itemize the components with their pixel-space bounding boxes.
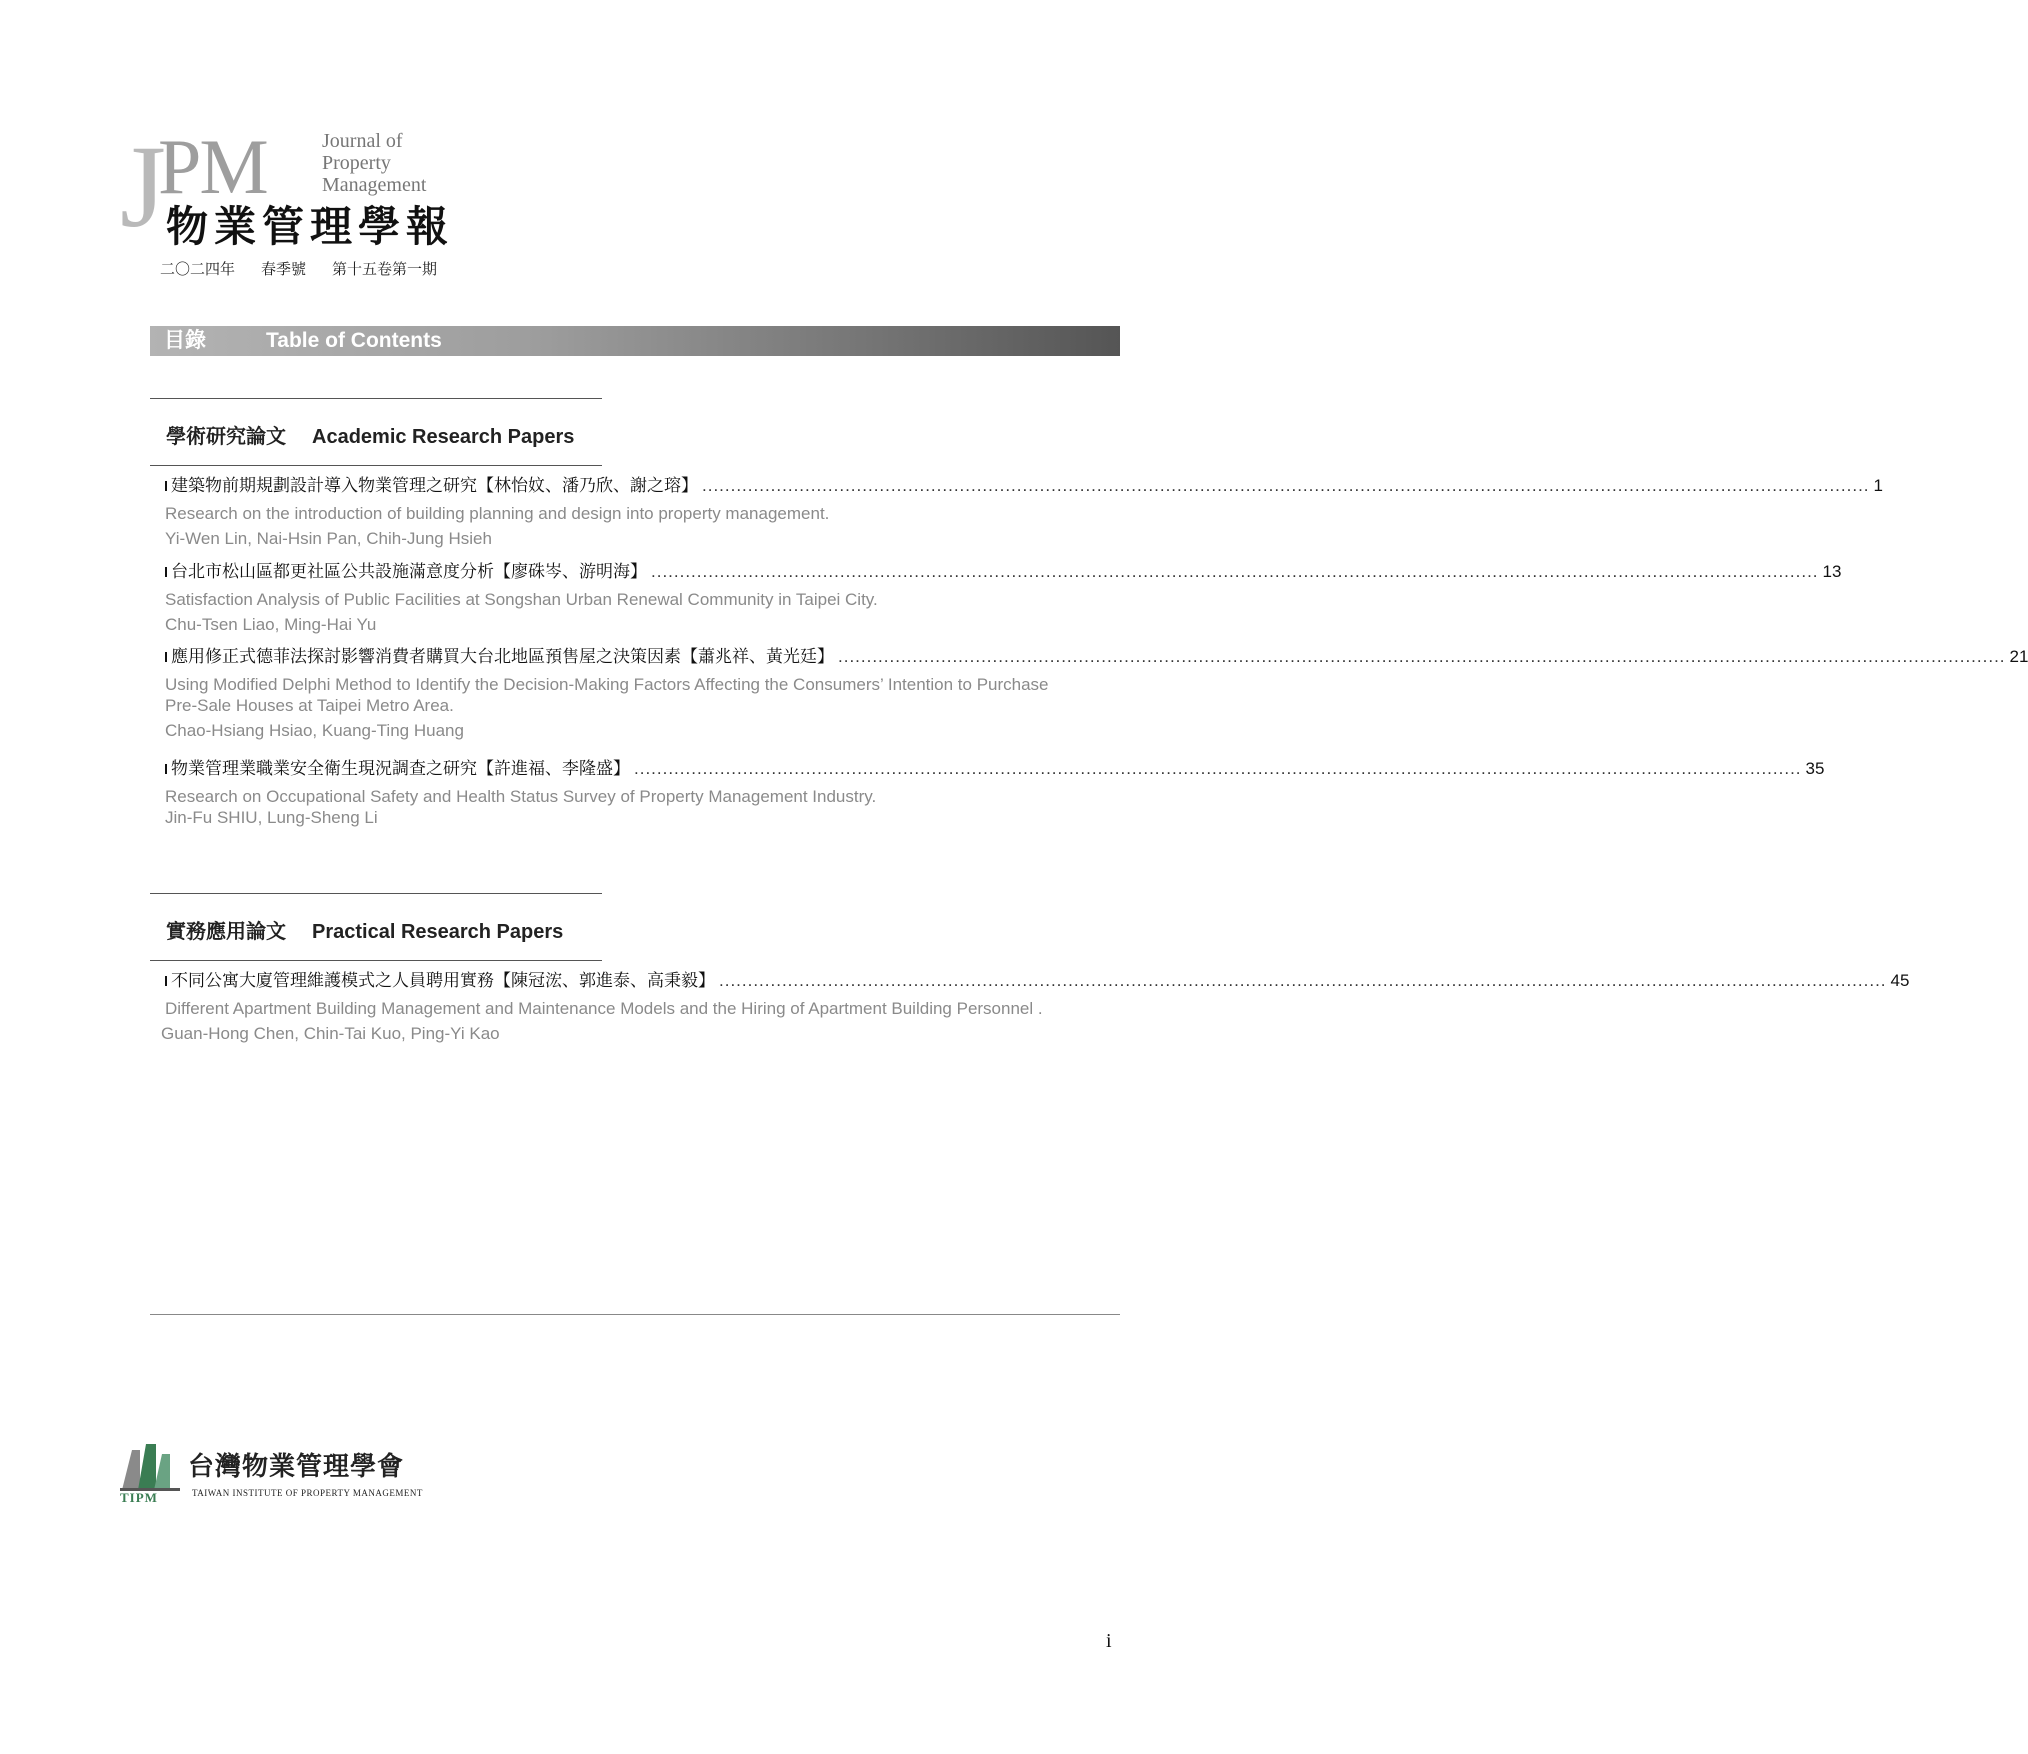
entry-page-number: 21 [2009, 647, 2028, 666]
section-header-academic [150, 398, 602, 466]
logo-letter-j: J [120, 121, 160, 252]
entry-page-number: 13 [1822, 562, 1842, 581]
toc-entry[interactable] [165, 560, 1842, 635]
toc-entry[interactable] [165, 757, 1825, 828]
entry-page-number: 35 [1805, 759, 1825, 778]
dot-leader: ............................................................................................................................................................................................................ [651, 562, 1819, 581]
entry-title-zh: 建築物前期規劃設計導入物業管理之研究【林怡妏、潘乃欣、謝之瑢】 [171, 476, 698, 495]
journal-title-zh: 物業管理學報 [166, 202, 455, 251]
section-rule [150, 465, 602, 466]
section-title [166, 420, 574, 449]
entry-authors: Chu-Tsen Liao, Ming-Hai Yu [165, 615, 377, 634]
tipm-building-icon [118, 1440, 182, 1492]
issue-season: 春季號 [261, 261, 307, 278]
dot-leader: ............................................................................................................................................................................................................ [719, 971, 1887, 990]
checkbox-bullet-icon [165, 481, 167, 491]
dot-leader: ............................................................................................................................................................................................................ [634, 759, 1802, 778]
logo-letters-pm: PM [158, 123, 267, 210]
journal-title-en-line: Journal of [322, 130, 403, 152]
entry-authors: Jin-Fu SHIU, Lung-Sheng Li [165, 808, 378, 827]
entry-title-zh: 台北市松山區都更社區公共設施滿意度分析【廖硃岑、游明海】 [171, 562, 647, 581]
toc-banner [150, 326, 1120, 356]
section-title-zh: 實務應用論文 [166, 921, 286, 943]
entry-title-zh: 不同公寓大廈管理維護模式之人員聘用實務【陳冠浤、郭進泰、高秉毅】 [171, 971, 715, 990]
page-number: i [1106, 1630, 1112, 1652]
section-header-practical [150, 893, 602, 961]
entry-authors: Yi-Wen Lin, Nai-Hsin Pan, Chih-Jung Hsieh [165, 529, 492, 548]
society-abbr: TIPM [120, 1490, 158, 1505]
checkbox-bullet-icon [165, 976, 167, 986]
entry-authors: Guan-Hong Chen, Chin-Tai Kuo, Ping-Yi Kao [161, 1024, 500, 1043]
section-title-en: Academic Research Papers [312, 426, 575, 448]
entry-page-number: 45 [1890, 971, 1910, 990]
journal-masthead [120, 120, 480, 290]
toc-entry-line[interactable] [165, 757, 1825, 781]
toc-entry[interactable] [161, 969, 1910, 1044]
entry-authors: Chao-Hsiang Hsiao, Kuang-Ting Huang [165, 721, 464, 740]
society-logo [118, 1440, 423, 1505]
entry-title-en: Using Modified Delphi Method to Identify the Decision-Making Factors Affecting the Consumers’ Intention to Purchase Pre-Sale Houses at Taipei Metro Area. [165, 675, 1049, 715]
issue-info [160, 258, 463, 279]
toc-entry-line[interactable] [165, 474, 1883, 498]
toc-title-zh: 目錄 [164, 329, 206, 352]
dot-leader: ............................................................................................................................................................................................................ [702, 476, 1870, 495]
section-rule [150, 893, 602, 894]
entry-page-number: 1 [1873, 476, 1883, 495]
journal-title-en [322, 130, 482, 196]
entry-title-en: Research on Occupational Safety and Health Status Survey of Property Management Industry. [165, 787, 877, 806]
section-rule [150, 398, 602, 399]
entry-title-en: Different Apartment Building Management and Maintenance Models and the Hiring of Apartment Building Personnel . [165, 999, 1043, 1018]
entry-title-zh: 物業管理業職業安全衛生現況調查之研究【許進福、李隆盛】 [171, 759, 630, 778]
society-name-en: TAIWAN INSTITUTE OF PROPERTY MANAGEMENT [192, 1488, 423, 1498]
checkbox-bullet-icon [165, 567, 167, 577]
section-title-en: Practical Research Papers [312, 921, 564, 943]
toc-title-en: Table of Contents [266, 329, 442, 352]
section-title-zh: 學術研究論文 [166, 426, 286, 448]
society-name-zh: 台灣物業管理學會 [188, 1452, 405, 1482]
issue-year: 二〇二四年 [160, 261, 236, 278]
toc-entry-line[interactable] [165, 645, 2028, 669]
checkbox-bullet-icon [165, 652, 167, 662]
dot-leader: ............................................................................................................................................................................................................ [838, 647, 2006, 666]
issue-volume: 第十五卷第一期 [332, 261, 438, 278]
toc-entry[interactable] [165, 474, 1883, 549]
checkbox-bullet-icon [165, 764, 167, 774]
page-divider [150, 1314, 1120, 1315]
entry-title-zh: 應用修正式德菲法探討影響消費者購買大台北地區預售屋之決策因素【蕭兆祥、黃光廷】 [171, 647, 834, 666]
journal-title-en-line: Management [322, 174, 427, 196]
toc-entry[interactable] [165, 645, 2028, 741]
entry-title-en: Research on the introduction of building planning and design into property management. [165, 504, 830, 523]
toc-entry-line[interactable] [165, 560, 1842, 584]
entry-title-en: Satisfaction Analysis of Public Facilities at Songshan Urban Renewal Community in Taipei City. [165, 590, 878, 609]
section-rule [150, 960, 602, 961]
toc-entry-line[interactable] [165, 969, 1910, 993]
journal-title-en-line: Property [322, 152, 391, 174]
section-title [166, 915, 563, 944]
